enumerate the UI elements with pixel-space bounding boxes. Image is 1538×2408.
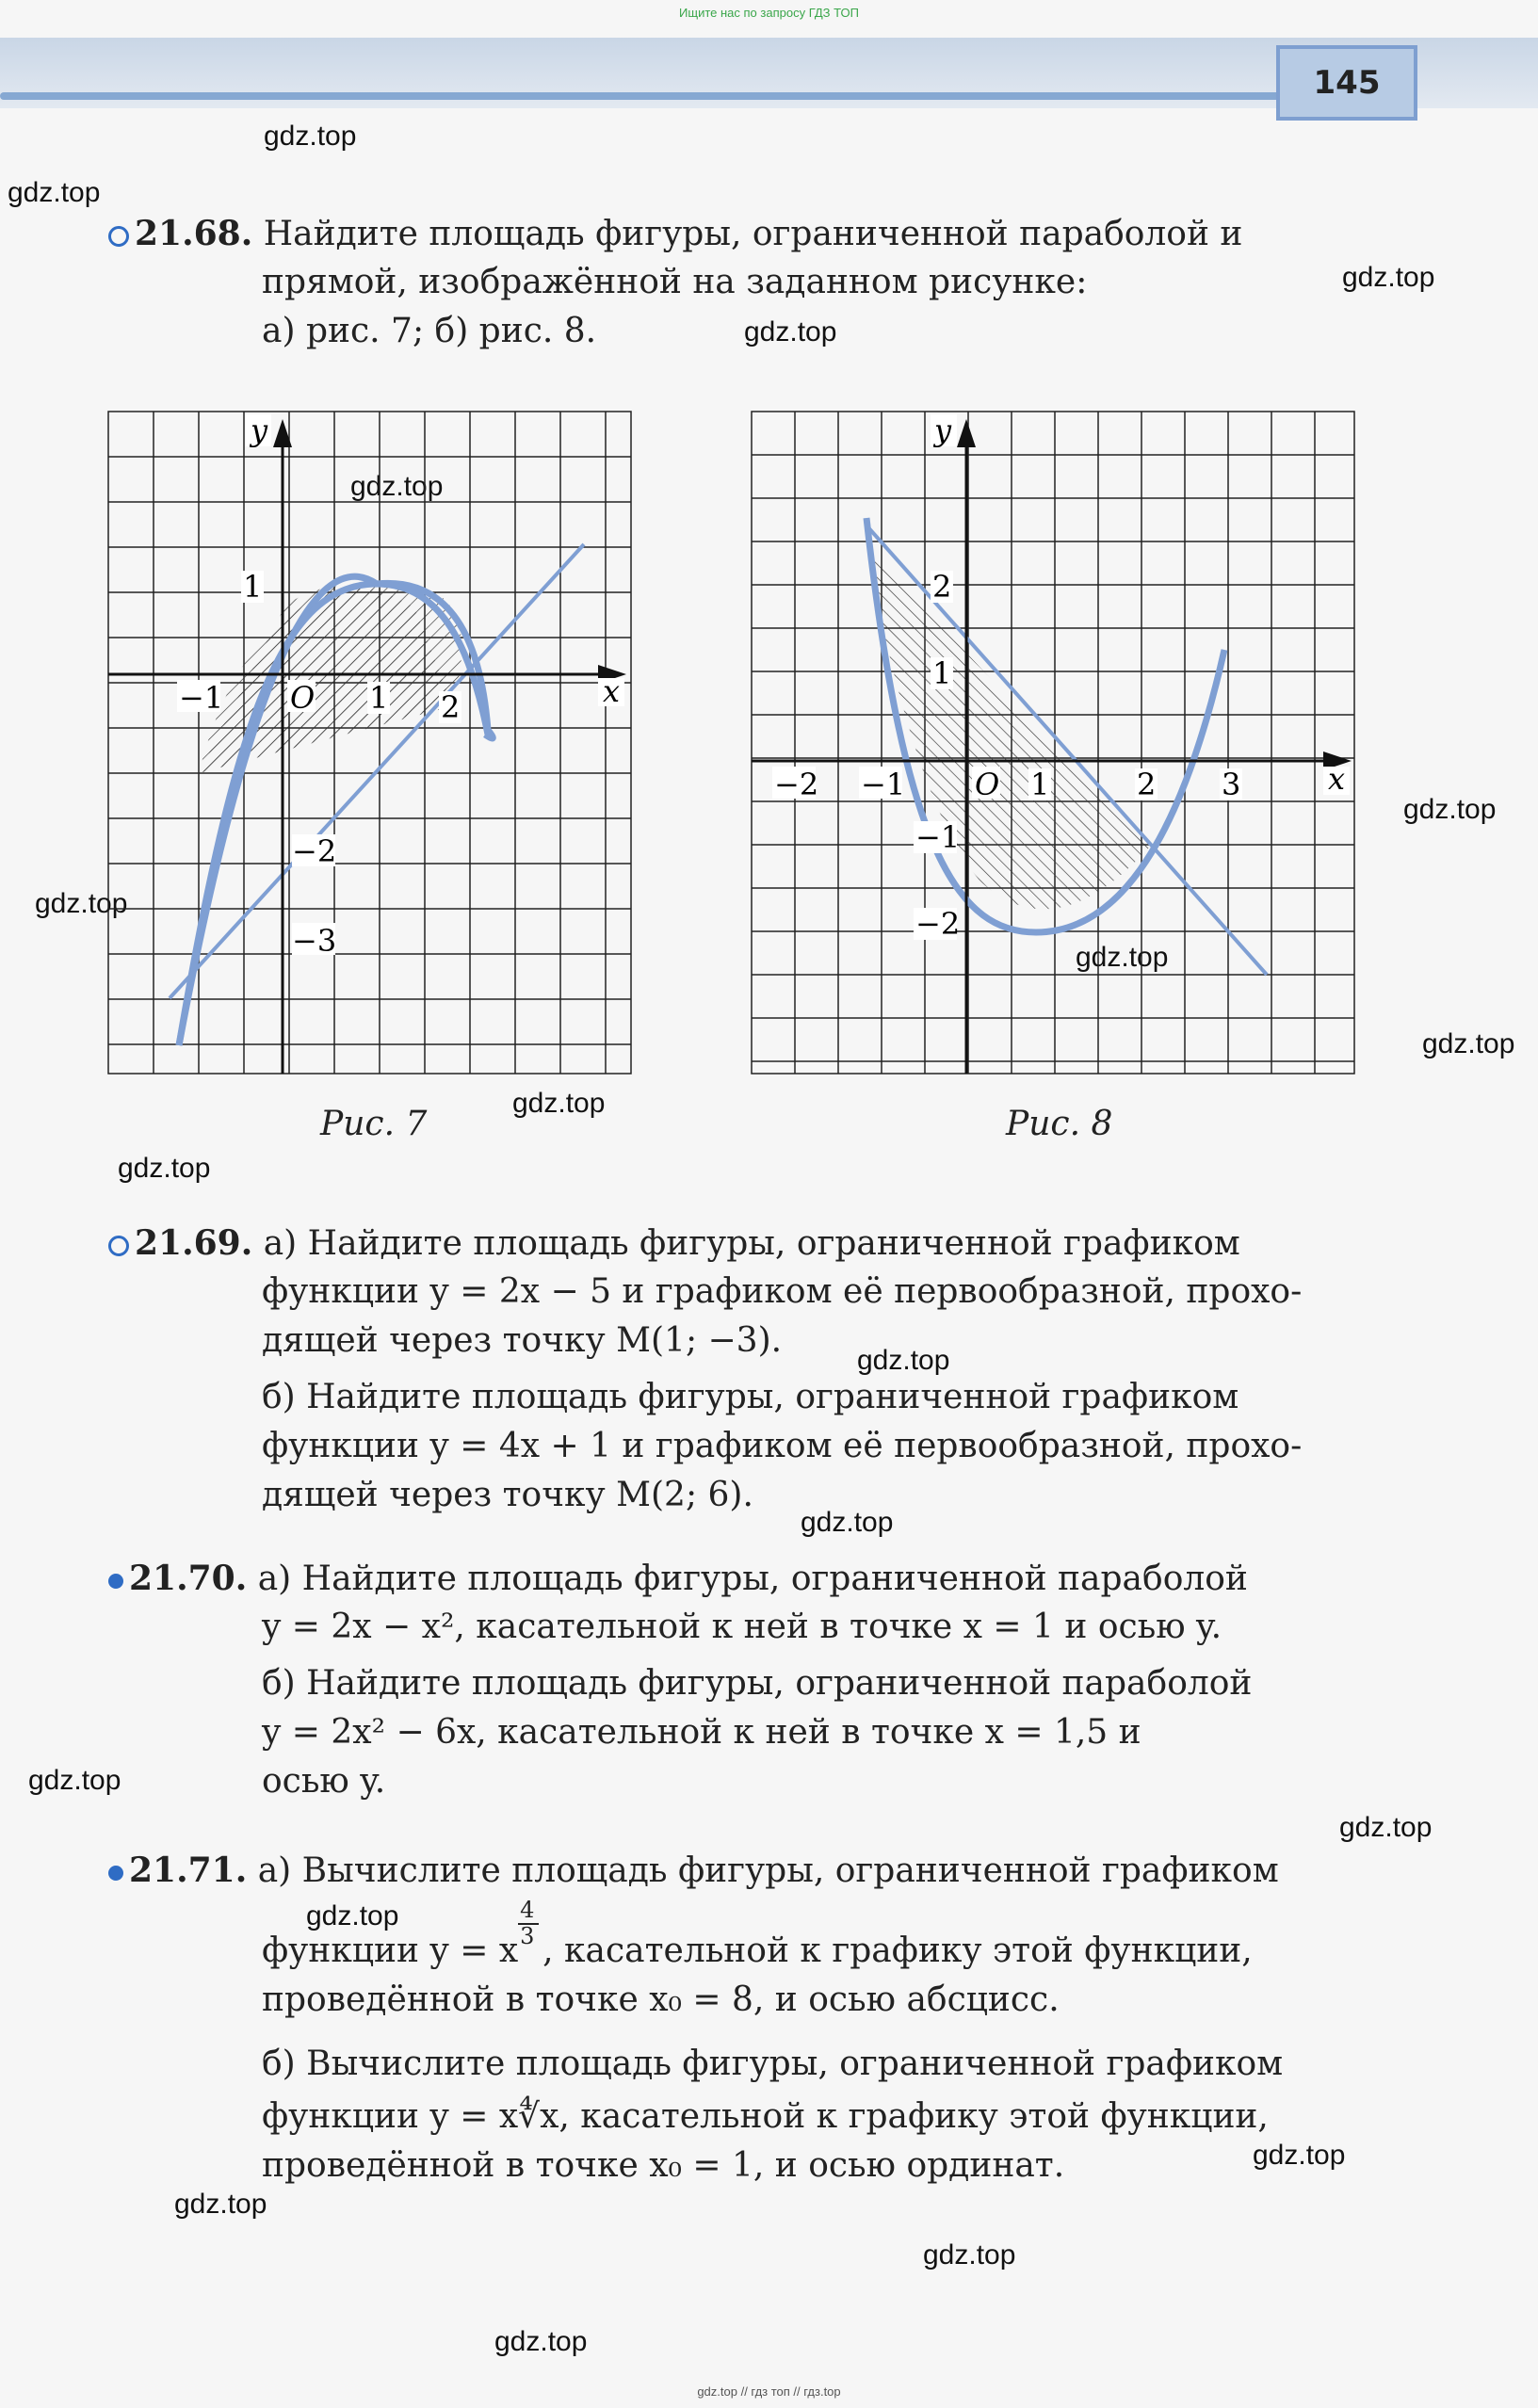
problem-text: а) Найдите площадь фигуры, ограниченной графиком (263, 1224, 1240, 1263)
problem-21-69-b1: б) Найдите площадь фигуры, ограниченной графиком (262, 1378, 1239, 1416)
watermark: gdz.top (857, 1345, 950, 1376)
exponent-numerator: 4 (520, 1897, 535, 1923)
tick-label: −1 (861, 767, 906, 802)
axis-x-label: x (1328, 761, 1346, 797)
problem-21-69-a2: функции y = 2x − 5 и графиком её первообразной, прохо- (262, 1272, 1303, 1311)
top-note: Ищите нас по запросу ГДЗ ТОП (679, 6, 859, 20)
filled-circle-icon (108, 1866, 123, 1881)
problem-21-70-b1: б) Найдите площадь фигуры, ограниченной параболой (262, 1664, 1253, 1703)
watermark: gdz.top (8, 177, 101, 208)
open-circle-icon (108, 226, 129, 247)
problem-text: Найдите площадь фигуры, ограниченной параболой и (263, 215, 1243, 253)
tick-label: 2 (441, 689, 461, 725)
problem-21-70-b3: осью y. (262, 1762, 386, 1801)
watermark: gdz.top (1422, 1028, 1515, 1059)
tick-label: −2 (915, 906, 961, 942)
exponent-denominator: 3 (520, 1923, 535, 1949)
origin-label: O (290, 680, 316, 716)
problem-text: а) Вычислите площадь фигуры, ограниченной графиком (257, 1851, 1279, 1890)
problem-21-69-a3: дящей через точку M(1; −3). (262, 1321, 783, 1360)
watermark: gdz.top (1403, 794, 1497, 825)
watermark: gdz.top (923, 2239, 1016, 2271)
tick-label: 1 (1030, 767, 1050, 802)
tick-label: 2 (1137, 767, 1157, 802)
watermark: gdz.top (801, 1507, 894, 1538)
tick-label: 2 (932, 569, 952, 605)
watermark: gdz.top (512, 1088, 606, 1119)
problem-21-68-line1 (108, 209, 1361, 259)
shaded-region (866, 546, 1149, 909)
figure-7 (104, 405, 640, 1083)
formula-text: функции y = x (262, 1931, 519, 1970)
problem-text: а) Найдите площадь фигуры, ограниченной параболой (257, 1560, 1248, 1598)
axis-x-label: x (603, 673, 621, 709)
watermark: gdz.top (1339, 1812, 1433, 1843)
grid (108, 412, 631, 1074)
tick-label: −2 (774, 767, 819, 802)
problem-21-68-line2: прямой, изображённой на заданном рисунке: (262, 263, 1088, 301)
axis-y-label: y (934, 412, 952, 448)
problem-21-69-b2: функции y = 4x + 1 и графиком её первообразной, прохо- (262, 1427, 1303, 1465)
header-rule (0, 92, 1300, 100)
tick-label: −1 (179, 680, 224, 716)
watermark: gdz.top (494, 2326, 588, 2357)
watermark: gdz.top (35, 888, 128, 919)
filled-circle-icon (108, 1574, 123, 1589)
problem-21-69-b3: дящей через точку M(2; 6). (262, 1476, 753, 1514)
figure-7-caption: Рис. 7 (320, 1105, 428, 1143)
tick-label: −2 (292, 833, 337, 869)
watermark: gdz.top (1253, 2140, 1346, 2171)
tick-label: 3 (1222, 767, 1241, 802)
figure-8-caption: Рис. 8 (1006, 1105, 1113, 1143)
problem-21-70-line1 (108, 1554, 1361, 1604)
problem-21-70-b2: y = 2x² − 6x, касательной к ней в точке x = 1,5 и (262, 1713, 1141, 1752)
watermark: gdz.top (174, 2189, 267, 2220)
watermark: gdz.top (28, 1765, 121, 1796)
problem-21-70-a2: y = 2x − x², касательной к ней в точке x = 1 и осью y. (262, 1608, 1222, 1646)
open-circle-icon (108, 1236, 129, 1256)
watermark: gdz.top (1076, 942, 1169, 973)
problem-number: 21.68. (135, 214, 253, 253)
watermark: gdz.top (744, 316, 837, 347)
bottom-note: gdz.top // гдз топ // гдз.top (697, 2384, 841, 2399)
problem-21-68-line3: а) рис. 7; б) рис. 8. (262, 312, 597, 350)
tick-label: −1 (915, 819, 961, 855)
origin-label: O (975, 767, 1000, 802)
tick-label: 1 (369, 680, 389, 716)
watermark: gdz.top (306, 1900, 399, 1931)
problem-number: 21.70. (129, 1559, 248, 1598)
tick-label: 1 (243, 569, 263, 605)
formula-text: , касательной к графику этой функции, (542, 1931, 1253, 1970)
watermark: gdz.top (264, 121, 357, 152)
problem-21-71-b3: проведённой в точке x₀ = 1, и осью ординат. (262, 2146, 1065, 2185)
page-number: 145 (1276, 45, 1417, 121)
figure-8 (744, 405, 1366, 1083)
axis-y-label: y (251, 412, 268, 448)
tick-label: 1 (932, 655, 952, 691)
problem-21-71-b1: б) Вычислите площадь фигуры, ограниченной графиком (262, 2044, 1284, 2083)
problem-21-71-line1 (108, 1846, 1361, 1896)
watermark: gdz.top (118, 1153, 211, 1184)
tick-label: −3 (292, 923, 337, 959)
problem-21-69-line1 (108, 1219, 1361, 1269)
watermark: gdz.top (350, 471, 444, 502)
problem-21-71-a3: проведённой в точке x₀ = 8, и осью абсцисс. (262, 1980, 1060, 2019)
problem-number: 21.71. (129, 1850, 248, 1890)
watermark: gdz.top (1342, 262, 1435, 293)
problem-number: 21.69. (135, 1223, 253, 1263)
y-axis-arrow-icon (957, 419, 976, 447)
problem-21-71-b2: функции y = x∜x, касательной к графику этой функции, (262, 2097, 1269, 2136)
